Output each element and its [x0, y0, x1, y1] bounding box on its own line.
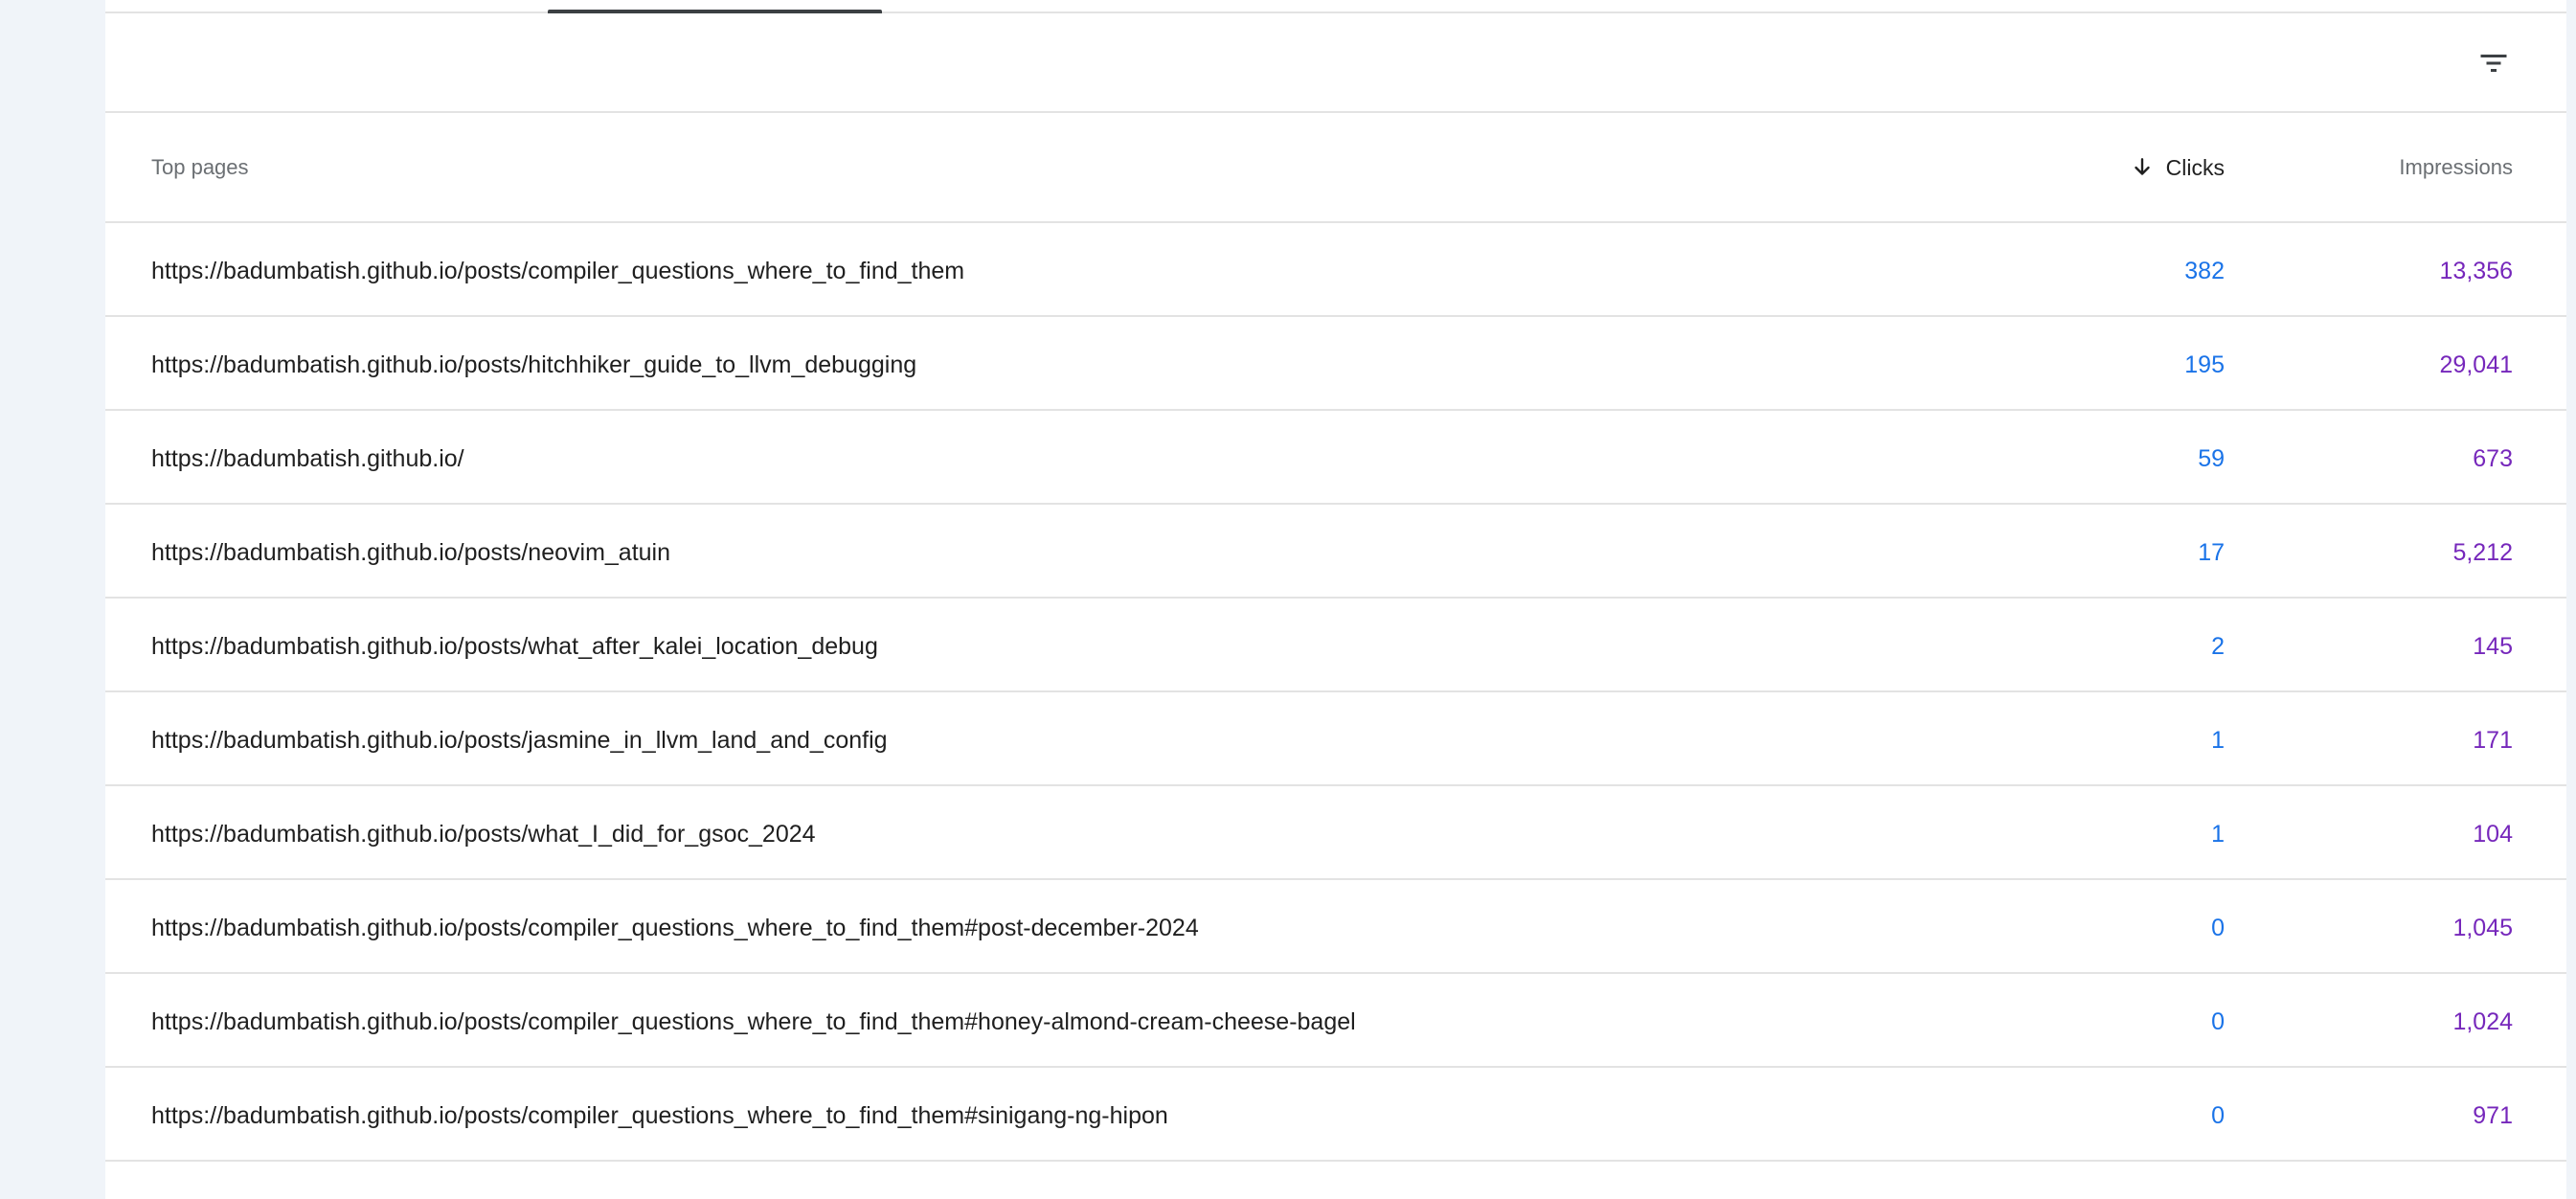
table-row[interactable]	[105, 223, 2566, 317]
table-header	[105, 113, 2566, 223]
clicks-value: 0	[2211, 915, 2225, 941]
filter-list-icon	[2476, 46, 2511, 80]
table-row[interactable]	[105, 599, 2566, 692]
impressions-value: 145	[2473, 633, 2513, 660]
page-url[interactable]: https://badumbatish.github.io/posts/compiler_questions_where_to_find_them#post-december-2024	[151, 915, 1199, 941]
table-row[interactable]	[105, 1068, 2566, 1162]
column-header-impressions[interactable]: Impressions	[2399, 155, 2513, 179]
column-header-clicks-label: Clicks	[2165, 155, 2225, 180]
tab-strip	[105, 0, 2566, 13]
clicks-value: 0	[2211, 1008, 2225, 1035]
table-toolbar	[105, 15, 2566, 113]
table-row[interactable]	[105, 974, 2566, 1068]
column-header-clicks[interactable]	[2130, 155, 2225, 180]
impressions-value: 104	[2473, 821, 2513, 848]
filter-button[interactable]	[2467, 36, 2520, 90]
clicks-value: 2	[2211, 633, 2225, 660]
impressions-value: 673	[2473, 445, 2513, 472]
impressions-value: 29,041	[2439, 351, 2513, 378]
active-tab-indicator	[548, 10, 882, 13]
page-url[interactable]: https://badumbatish.github.io/posts/compiler_questions_where_to_find_them#honey-almond-cream-cheese-bagel	[151, 1008, 1356, 1035]
clicks-value: 59	[2198, 445, 2225, 472]
table-row[interactable]	[105, 411, 2566, 505]
clicks-value: 0	[2211, 1102, 2225, 1129]
clicks-value: 17	[2198, 539, 2225, 566]
page-url[interactable]: https://badumbatish.github.io/posts/what_I_did_for_gsoc_2024	[151, 821, 816, 848]
impressions-value: 1,045	[2452, 915, 2513, 941]
impressions-value: 171	[2473, 727, 2513, 754]
impressions-value: 13,356	[2439, 258, 2513, 284]
top-pages-panel	[105, 0, 2566, 1199]
table-row[interactable]	[105, 692, 2566, 786]
impressions-value: 1,024	[2452, 1008, 2513, 1035]
table-row[interactable]	[105, 786, 2566, 880]
page-url[interactable]: https://badumbatish.github.io/posts/jasmine_in_llvm_land_and_config	[151, 727, 888, 754]
page-url[interactable]: https://badumbatish.github.io/posts/compiler_questions_where_to_find_them#sinigang-ng-hipon	[151, 1102, 1168, 1129]
column-header-top-pages: Top pages	[151, 155, 249, 179]
impressions-value: 5,212	[2452, 539, 2513, 566]
table-row[interactable]	[105, 880, 2566, 974]
page-url[interactable]: https://badumbatish.github.io/posts/hitchhiker_guide_to_llvm_debugging	[151, 351, 917, 378]
table-row[interactable]	[105, 317, 2566, 411]
page-url[interactable]: https://badumbatish.github.io/posts/what_after_kalei_location_debug	[151, 633, 878, 660]
page-url[interactable]: https://badumbatish.github.io/posts/neovim_atuin	[151, 539, 671, 566]
clicks-value: 1	[2211, 727, 2225, 754]
clicks-value: 195	[2184, 351, 2225, 378]
clicks-value: 1	[2211, 821, 2225, 848]
table-row[interactable]	[105, 505, 2566, 599]
clicks-value: 382	[2184, 258, 2225, 284]
table-body	[105, 223, 2566, 1162]
page-url[interactable]: https://badumbatish.github.io/posts/compiler_questions_where_to_find_them	[151, 258, 965, 284]
arrow-down-icon	[2130, 155, 2155, 180]
impressions-value: 971	[2473, 1102, 2513, 1129]
page-url[interactable]: https://badumbatish.github.io/	[151, 445, 464, 472]
